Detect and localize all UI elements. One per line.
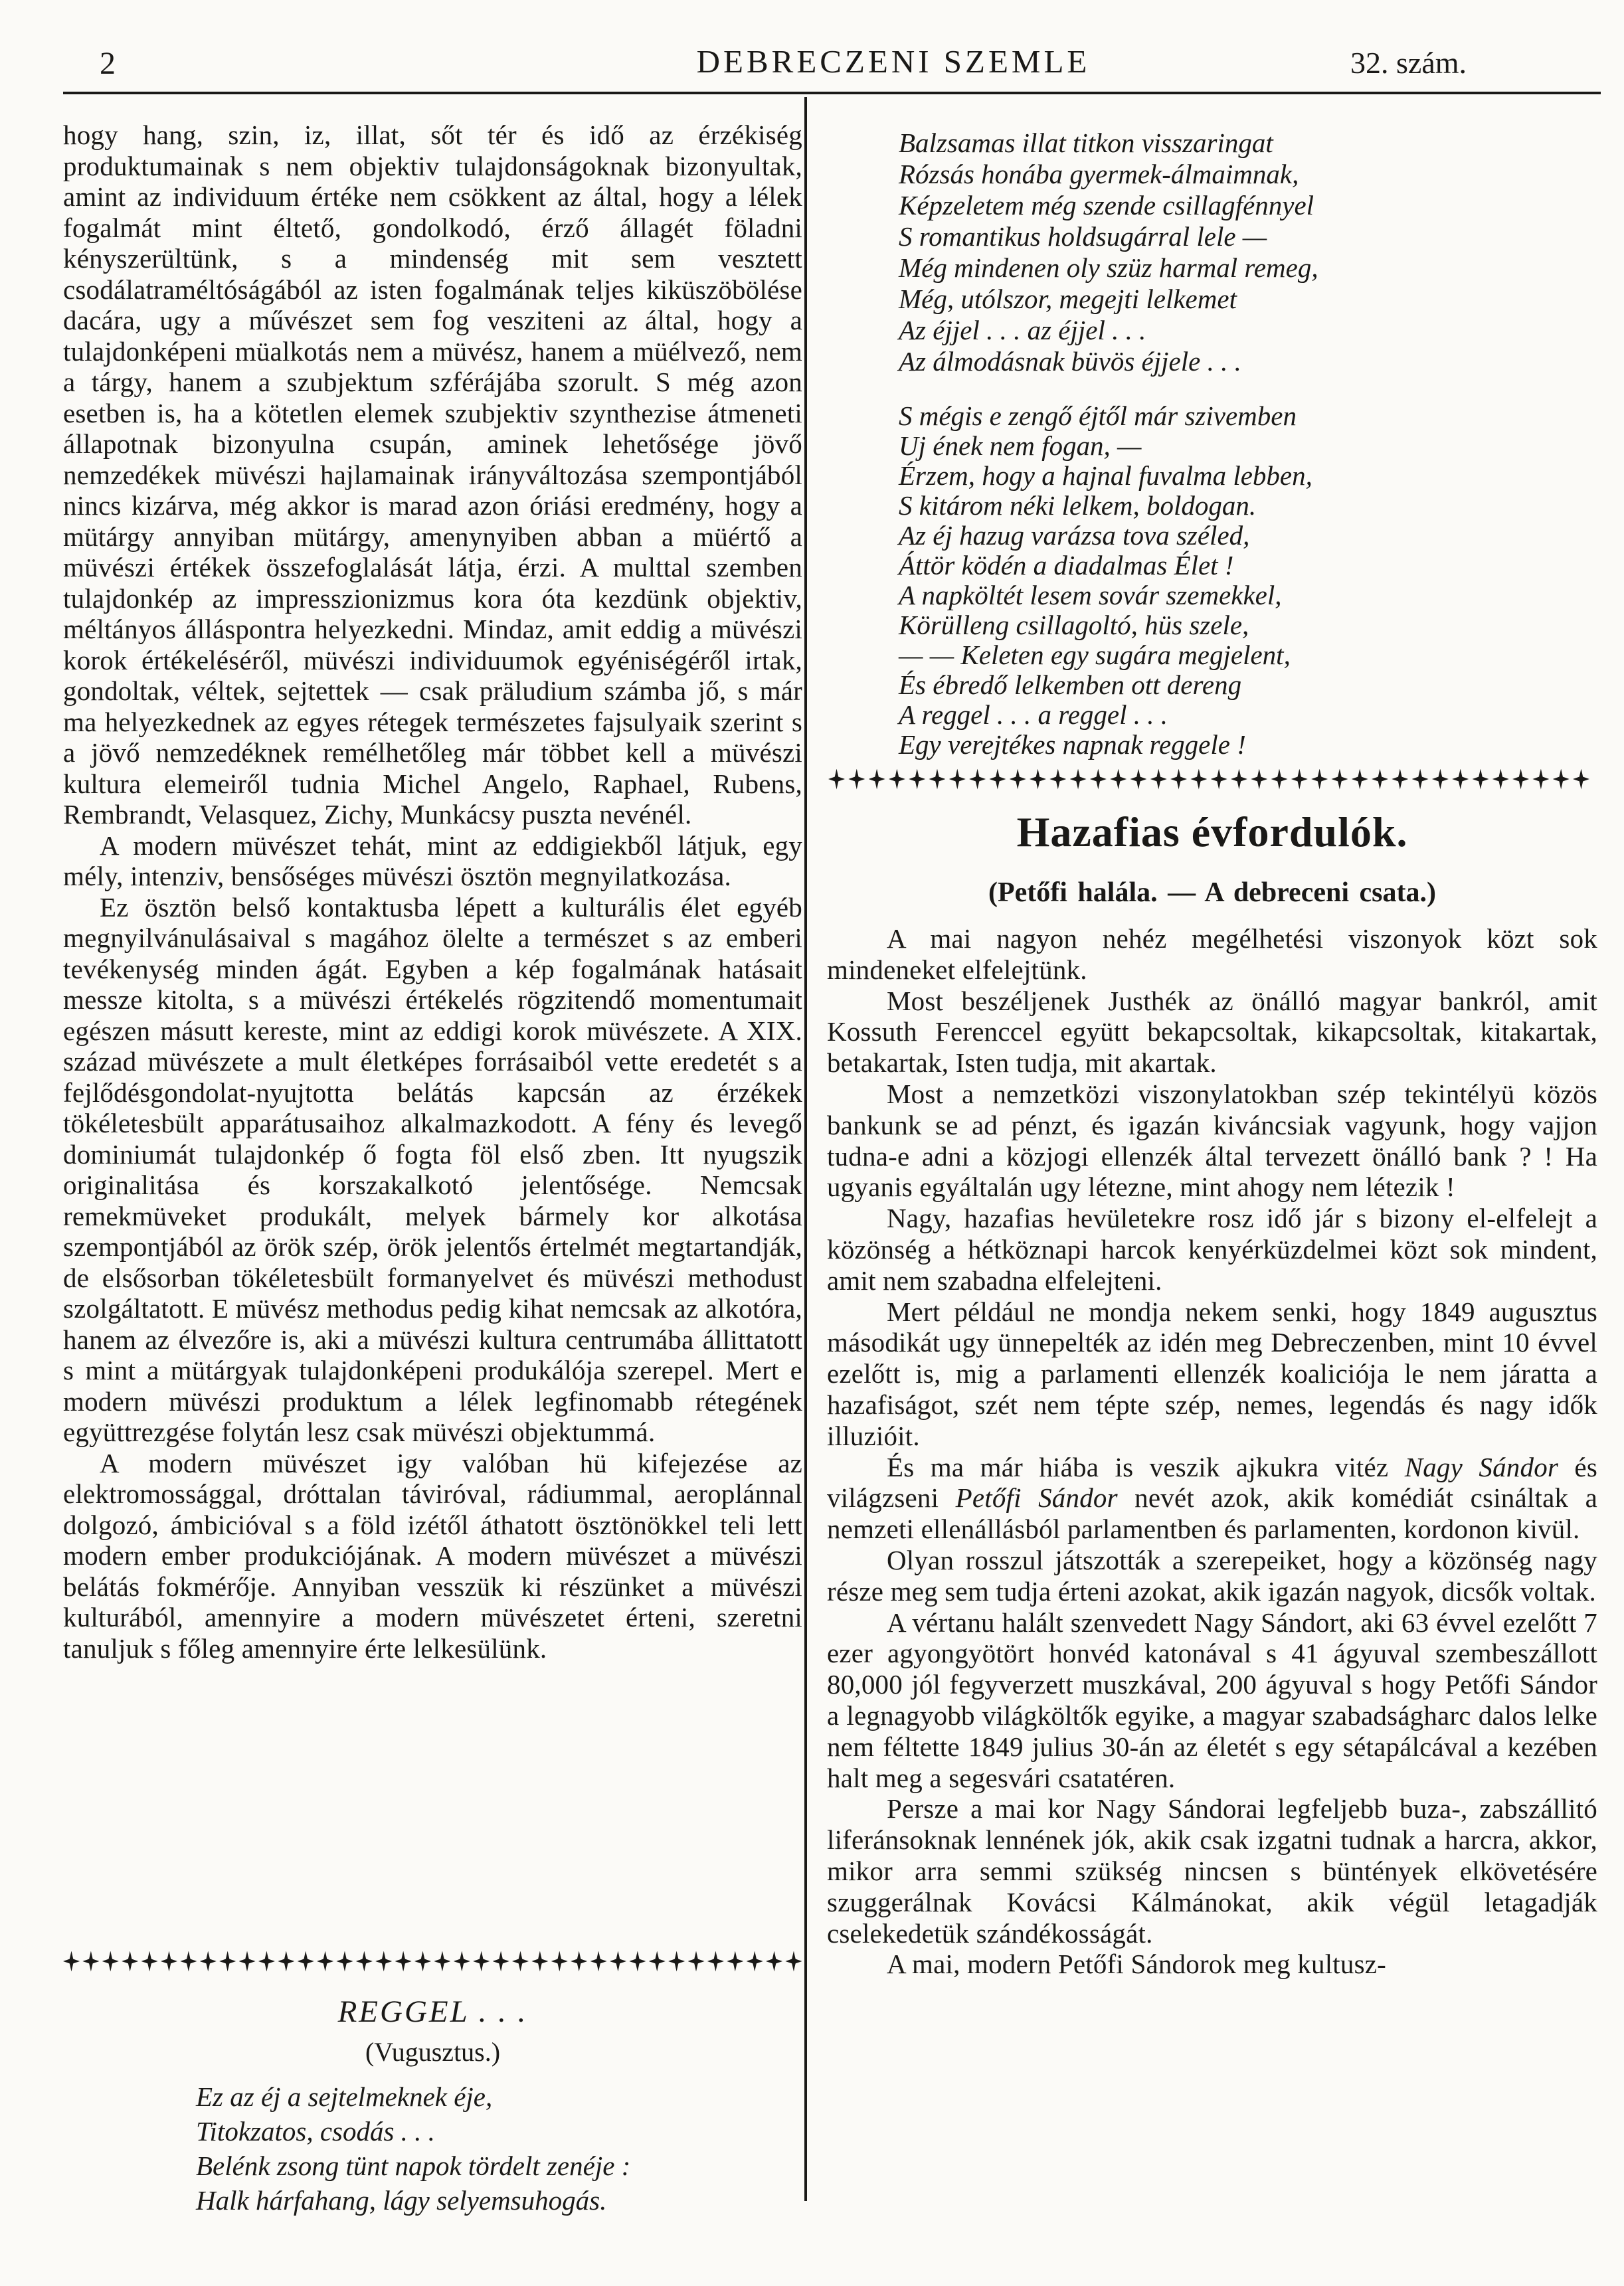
four-pointed-star-icon bbox=[336, 1951, 353, 1972]
four-pointed-star-icon bbox=[1473, 769, 1489, 790]
issue-number: 32. szám. bbox=[1350, 46, 1467, 80]
four-pointed-star-icon bbox=[414, 1951, 431, 1972]
four-pointed-star-icon bbox=[1492, 769, 1509, 790]
paragraph bbox=[827, 923, 1597, 986]
text-run: Most beszéljenek Justhék az önálló magyar bankról, amit Kossuth Ferenccel együtt bekapcsoltak, kikapcsoltak, kitakartak, betakartak, Isten tudja, mit akartak. bbox=[827, 985, 1597, 1079]
four-pointed-star-icon bbox=[1512, 769, 1529, 790]
poem-line: Egy verejtékes napnak reggele ! bbox=[899, 729, 1246, 760]
four-pointed-star-icon bbox=[278, 1951, 294, 1972]
poem-line: Még, utólszor, megejti lelkemet bbox=[899, 284, 1237, 314]
four-pointed-star-icon bbox=[1452, 769, 1469, 790]
article-body bbox=[827, 923, 1597, 2265]
poem-stanza bbox=[63, 2079, 802, 2218]
text-run: Nagy, hazafias hevületekre rosz idő jár s bizony el-elfelejt a közönség a hétköznapi harcok kenyérküzdelmei közt sok mindent, amit nem szabadna elfelejteni. bbox=[827, 1203, 1597, 1296]
text-run: A modern müvészet igy valóban hü kifejezése az elektromossággal, dróttalan táviróval, rádiummal, aeroplánnal dolgozó, ámbicióval s a föld izétől áthatott ösztönökkel teli lett modern ember produkciójának. A modern müvészet a müvészi belátás fokmérője. Annyiban vesszük ki részünket a müvészi kulturából, amennyire a modern müvészetet érteni, szeretni tanuljuk s főleg amennyire érte lelkesülünk. bbox=[63, 1447, 802, 1664]
four-pointed-star-icon bbox=[1352, 769, 1368, 790]
paragraph bbox=[63, 1448, 802, 1664]
four-pointed-star-icon bbox=[785, 1951, 802, 1972]
poem-line: Belénk zsong tünt napok tördelt zenéje : bbox=[196, 2151, 631, 2181]
text-run: nevét azok, akik komédiát csináltak a nemzeti ellenállásból parlamentben és parlamenten, kordonon kivül. bbox=[827, 1482, 1597, 1545]
four-pointed-star-icon bbox=[317, 1951, 333, 1972]
four-pointed-star-icon bbox=[828, 769, 845, 790]
four-pointed-star-icon bbox=[1392, 769, 1408, 790]
four-pointed-star-icon bbox=[848, 769, 865, 790]
poem-title: REGGEL . . . bbox=[337, 1994, 528, 2029]
four-pointed-star-icon bbox=[375, 1951, 392, 1972]
four-pointed-star-icon bbox=[727, 1951, 743, 1972]
four-pointed-star-icon bbox=[649, 1951, 666, 1972]
four-pointed-star-icon bbox=[610, 1951, 626, 1972]
four-pointed-star-icon bbox=[571, 1951, 587, 1972]
four-pointed-star-icon bbox=[1130, 769, 1146, 790]
four-pointed-star-icon bbox=[989, 769, 1006, 790]
four-pointed-star-icon bbox=[747, 1951, 763, 1972]
four-pointed-star-icon bbox=[949, 769, 966, 790]
italic-text-run: Nagy Sándor bbox=[1404, 1451, 1559, 1482]
poem-line: Uj ének nem fogan, — bbox=[899, 430, 1142, 461]
poem-line: S kitárom néki lelkem, boldogan. bbox=[899, 490, 1257, 521]
poem-line: S mégis e zengő éjtől már szivemben bbox=[899, 400, 1297, 431]
poem-line: Még mindenen oly szüz harmal remeg, bbox=[899, 252, 1318, 283]
text-run: Most a nemzetközi viszonylatokban szép tekintélyü közös bankunk se ad pénzt, és igazán kiváncsiak vagyunk, hogy vajjon tudna-e adni a közjogi ellenzék által tervezett önálló bank ? ! Ha ugyanis egyáltalán ugy létezne, mint ahogy nem létezik ! bbox=[827, 1078, 1597, 1203]
four-pointed-star-icon bbox=[1291, 769, 1308, 790]
ornament-separator bbox=[828, 768, 1589, 790]
ornament-separator bbox=[63, 1950, 802, 1973]
left-column-body bbox=[63, 120, 802, 1946]
four-pointed-star-icon bbox=[395, 1951, 412, 1972]
header-rule bbox=[63, 92, 1601, 94]
paragraph bbox=[827, 1079, 1597, 1203]
four-pointed-star-icon bbox=[141, 1951, 158, 1972]
four-pointed-star-icon bbox=[1311, 769, 1328, 790]
four-pointed-star-icon bbox=[1432, 769, 1449, 790]
four-pointed-star-icon bbox=[707, 1951, 724, 1972]
four-pointed-star-icon bbox=[766, 1951, 782, 1972]
four-pointed-star-icon bbox=[434, 1951, 450, 1972]
four-pointed-star-icon bbox=[1170, 769, 1187, 790]
paragraph bbox=[63, 892, 802, 1448]
four-pointed-star-icon bbox=[629, 1951, 646, 1972]
paragraph bbox=[63, 120, 802, 830]
poem-line: Az álmodásnak büvös éjjele . . . bbox=[899, 346, 1241, 377]
column-divider-rule bbox=[804, 97, 807, 2201]
four-pointed-star-icon bbox=[668, 1951, 685, 1972]
four-pointed-star-icon bbox=[180, 1951, 197, 1972]
four-pointed-star-icon bbox=[122, 1951, 138, 1972]
four-pointed-star-icon bbox=[551, 1951, 568, 1972]
poem-line: Titokzatos, csodás . . . bbox=[196, 2116, 435, 2147]
text-run: Mert például ne mondja nekem senki, hogy 1849 augusztus másodikát ugy ünnepelték az idén meg Debreczenben, mint 10 évvel ezelőtt is, mig a parlamenti ellenzék koaliciója le nem járatta a hazafiságot, szét nem tépte szép, nemes, legendás és nagy idők illuzióit. bbox=[827, 1296, 1597, 1451]
four-pointed-star-icon bbox=[1553, 769, 1570, 790]
poem-line: A napköltét lesem sovár szemekkel, bbox=[899, 580, 1282, 610]
four-pointed-star-icon bbox=[1573, 769, 1589, 790]
four-pointed-star-icon bbox=[1070, 769, 1087, 790]
text-run: és világzseni bbox=[827, 1451, 1597, 1514]
four-pointed-star-icon bbox=[969, 769, 986, 790]
paragraph bbox=[827, 1949, 1597, 1980]
four-pointed-star-icon bbox=[258, 1951, 275, 1972]
four-pointed-star-icon bbox=[356, 1951, 373, 1972]
paragraph bbox=[827, 1793, 1597, 1949]
four-pointed-star-icon bbox=[512, 1951, 529, 1972]
four-pointed-star-icon bbox=[1251, 769, 1267, 790]
four-pointed-star-icon bbox=[531, 1951, 548, 1972]
four-pointed-star-icon bbox=[239, 1951, 256, 1972]
poem-line: Az éjjel . . . az éjjel . . . bbox=[899, 315, 1146, 345]
paragraph bbox=[827, 1296, 1597, 1452]
paragraph bbox=[827, 1607, 1597, 1794]
poem-line: A reggel . . . a reggel . . . bbox=[899, 699, 1168, 730]
poem-line: Áttör ködén a diadalmas Élet ! bbox=[899, 550, 1234, 580]
poem-line: És ébredő lelkemben ott dereng bbox=[899, 669, 1242, 700]
four-pointed-star-icon bbox=[454, 1951, 470, 1972]
four-pointed-star-icon bbox=[1110, 769, 1127, 790]
paragraph bbox=[827, 1545, 1597, 1607]
poem-line: Rózsás honába gyermek-álmaimnak, bbox=[899, 159, 1299, 189]
four-pointed-star-icon bbox=[200, 1951, 217, 1972]
four-pointed-star-icon bbox=[929, 769, 945, 790]
four-pointed-star-icon bbox=[219, 1951, 236, 1972]
text-run: A mai nagyon nehéz megélhetési viszonyok közt sok mindeneket elfelejtünk. bbox=[827, 923, 1597, 985]
four-pointed-star-icon bbox=[1372, 769, 1388, 790]
four-pointed-star-icon bbox=[298, 1951, 314, 1972]
newspaper-title: DEBRECZENI SZEMLE bbox=[696, 43, 1091, 80]
paragraph bbox=[827, 1203, 1597, 1296]
poem-continuation-stanza-1 bbox=[827, 128, 1597, 377]
poem-subtitle: (Vugusztus.) bbox=[365, 2037, 501, 2067]
four-pointed-star-icon bbox=[1190, 769, 1207, 790]
four-pointed-star-icon bbox=[909, 769, 925, 790]
poem-line: Az éj hazug varázsa tova széled, bbox=[899, 520, 1250, 551]
four-pointed-star-icon bbox=[590, 1951, 607, 1972]
four-pointed-star-icon bbox=[493, 1951, 509, 1972]
four-pointed-star-icon bbox=[1331, 769, 1348, 790]
paragraph bbox=[827, 1452, 1597, 1545]
poem-line: Halk hárfahang, lágy selyemsuhogás. bbox=[196, 2185, 607, 2216]
four-pointed-star-icon bbox=[1090, 769, 1107, 790]
poem-continuation-stanza-2 bbox=[827, 401, 1597, 760]
four-pointed-star-icon bbox=[102, 1951, 119, 1972]
italic-text-run: Petőfi Sándor bbox=[955, 1482, 1118, 1514]
text-run: Persze a mai kor Nagy Sándorai legfeljebb buza-, zabszállitó liferánsoknak lennének jók, akik csak izgatni tudnak a harcra, akkor, mikor arra semmi szükség nincsen s büntények elkövetésére szuggerálnak Kovácsi Kálmánokat, akik végül letagadják cselekedetük szándékosságát. bbox=[827, 1793, 1597, 1949]
four-pointed-star-icon bbox=[1049, 769, 1066, 790]
text-run: Ez ösztön belső kontaktusba lépett a kulturális élet egyéb megnyilvánulásaival s magához ölelte a természet s az emberi tevékenység minden ágát. Egyben a kép fogalmának hatásait messze kitolta, s a müvészi értékelés rögzitendő momentumait egészen másutt kereste, mint az eddigi korok müvészete. A XIX. század müvészete a mult életképes forrásaiból vette eredetét s a fejlődésgondolat-nyujtotta belátás kapcsán az érzékek tökéletesbült apparátusaihoz alkalmazkodott. A fény és levegő dominiumát tulajdonkép ő fogta föl első zben. Itt nyugszik originalitása és korszakalkotó jelentősége. Nemcsak remekmüveket produkált, melyek bármely kor alkotása szempontjából az örök szép, örök jelentős értelmét megtartandják, de elsősorban tökéletesbült formanyelvet és müvészi methodust szolgáltatott. E müvész methodus pedig kihat nemcsak az alkotóra, hanem az élvezőre is, aki a müvészi kultura centrumába állittatott s mint a mütárgyak tulajdonképeni produkálója szerepel. Mert e modern müvészi produktum a lélek legfinomabb rétegének együttrezgése folytán lesz csak müvészi objektummá. bbox=[63, 891, 802, 1447]
four-pointed-star-icon bbox=[1412, 769, 1429, 790]
article-headline: Hazafias évfordulók. bbox=[1016, 808, 1408, 855]
four-pointed-star-icon bbox=[63, 1951, 80, 1972]
four-pointed-star-icon bbox=[1150, 769, 1167, 790]
four-pointed-star-icon bbox=[1211, 769, 1227, 790]
text-run: A modern müvészet tehát, mint az eddigiekből látjuk, egy mély, intenziv, bensőséges müvészi ösztön megnyilatkozása. bbox=[63, 830, 802, 891]
paragraph bbox=[827, 986, 1597, 1079]
four-pointed-star-icon bbox=[82, 1951, 99, 1972]
four-pointed-star-icon bbox=[1271, 769, 1288, 790]
poem-reggel bbox=[63, 1994, 802, 2218]
four-pointed-star-icon bbox=[473, 1951, 490, 1972]
four-pointed-star-icon bbox=[889, 769, 905, 790]
four-pointed-star-icon bbox=[869, 769, 885, 790]
text-run: A vértanu halált szenvedett Nagy Sándort, aki 63 évvel ezelőtt 7 ezer agyongyötört honvéd katonával s 41 ágyuval szembeszállott 80,000 jól fegyverzett muszkával, 200 ágyuval s hogy Petőfi Sándor a legnagyobb világköltők egyike, a magyar szabadságharc dalos lelke nem féltette 1849 julius 30-án az életét s egy sétapálcával a kezében halt meg a segesvári csatatéren. bbox=[827, 1607, 1597, 1793]
four-pointed-star-icon bbox=[1532, 769, 1549, 790]
four-pointed-star-icon bbox=[161, 1951, 177, 1972]
poem-line: Körülleng csillagoltó, hüs szele, bbox=[899, 610, 1249, 640]
poem-line: Ez az éj a sejtelmeknek éje, bbox=[196, 2081, 493, 2112]
four-pointed-star-icon bbox=[688, 1951, 705, 1972]
paragraph bbox=[63, 830, 802, 892]
page-number: 2 bbox=[100, 46, 116, 81]
four-pointed-star-icon bbox=[1231, 769, 1247, 790]
poem-line: S romantikus holdsugárral lele — bbox=[899, 221, 1267, 252]
text-run: hogy hang, szin, iz, illat, sőt tér és idő az érzékiség produktumainak s nem objektiv tulajdonságoknak bizonyultak, amint az individuum értéke nem csökkent az által, hogy a lélek fogalmát mint éltető, gondolkodó, érző állagét föladni kényszerültünk, s a mindenség mit sem vesztett csodálatraméltóságából az isten fogalmának teljes kiküszöbölése dacára, ugy a művészet sem fog vesziteni az által, hogy a tulajdonképeni müalkotás nem a müvész, hanem a müélvező, nem a tárgy, hanem a szubjektum szférájába szorult. S még azon esetben is, ha a kötetlen elemek szubjektiv szynthezise átmeneti állapotnak bizonyulna csupán, aminek lehetősége jövő nemzedékek müvészi hajlamainak irányváltozása szempontjából nincs kizárva, még akkor is marad azon óriási eredmény, hogy a mütárgy annyiban mütárgy, amenynyiben abban a müértő a müvészi értékek összefoglalását látja, érzi. A multtal szemben tulajdonkép az impresszionizmus kora óta kezdünk objektiv, méltányos álláspontra helyezkedni. Mindaz, amit eddig a müvészi korok értékeléséről, müvészi individuumok egyéniségéről irtak, gondoltak, véltek, sejtettek — csak präludium számba jő, s már ma helyezkednek az egyes rétegek természetes fajsulyaik szerint s a jövő nemzedéknek remélhetőleg már többet kell a müvészi kultura elemeiről tudnia Michel Angelo, Raphael, Rubens, Rembrandt, Velasquez, Zichy, Munkácsy puszta nevénél. bbox=[63, 120, 802, 830]
poem-line: Balzsamas illat titkon visszaringat bbox=[899, 128, 1273, 158]
poem-line: Képzeletem még szende csillagfénnyel bbox=[899, 190, 1314, 220]
article-subheadline: (Petőfi halála. — A debreceni csata.) bbox=[988, 877, 1436, 908]
poem-line: Érzem, hogy a hajnal fuvalma lebben, bbox=[899, 460, 1312, 491]
four-pointed-star-icon bbox=[1030, 769, 1046, 790]
text-run: Olyan rosszul játszották a szerepeiket, hogy a közönség nagy része meg sem tudja érteni azokat, akik igazán nagyok, dicsők voltak. bbox=[827, 1544, 1597, 1607]
text-run: És ma már hiába is veszik ajkukra vitéz bbox=[887, 1451, 1405, 1482]
text-run: A mai, modern Petőfi Sándorok meg kultusz- bbox=[887, 1949, 1386, 1980]
four-pointed-star-icon bbox=[1010, 769, 1026, 790]
poem-line: — — Keleten egy sugára megjelent, bbox=[899, 640, 1291, 670]
